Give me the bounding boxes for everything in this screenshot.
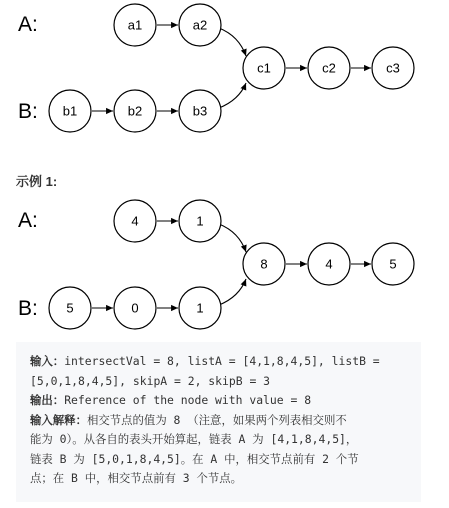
node-a1 [114, 4, 156, 46]
explain-line-1 [30, 411, 411, 431]
input-line-2: [5,0,1,8,4,5], skipA = 2, skipB = 3 [30, 373, 271, 388]
svg-text:0: 0 [131, 300, 139, 316]
svg-text:4: 4 [131, 213, 139, 229]
node-b-1 [179, 287, 221, 329]
input-label: 输入： [30, 354, 65, 368]
svg-text:8: 8 [260, 256, 268, 272]
edge-1-8 [219, 224, 246, 252]
svg-text:5: 5 [66, 300, 74, 316]
node-c1 [243, 47, 285, 89]
node-b-0 [114, 287, 156, 329]
svg-text:4: 4 [325, 256, 333, 272]
node-c2 [308, 47, 350, 89]
explain-line-4: 点；在 B 中，相交节点前有 3 个节点。 [30, 471, 243, 485]
svg-text:c1: c1 [257, 60, 271, 76]
node-b3 [179, 90, 221, 132]
example-code-block [16, 342, 421, 502]
explain-text-1: 相交节点的值为 8 （注意，如果两个列表相交则不 [86, 412, 347, 427]
node-c-8 [243, 243, 285, 285]
explain-line-3: 链表 B 为 [5,0,1,8,4,5]。在 A 中，相交节点前有 2 个节 [30, 451, 359, 466]
input-line-1 [30, 352, 411, 372]
list-b-label: B: [18, 100, 38, 123]
svg-text:5: 5 [389, 256, 397, 272]
node-b-5 [49, 287, 91, 329]
node-a-4 [114, 200, 156, 242]
list-a-label: A: [18, 13, 38, 36]
svg-text:c2: c2 [322, 60, 336, 76]
svg-text:a2: a2 [192, 17, 208, 33]
output-label: 输出： [30, 393, 65, 407]
svg-text:a1: a1 [127, 17, 143, 33]
output-text: Reference of the node with value = 8 [64, 393, 312, 407]
svg-text:b1: b1 [62, 103, 78, 119]
output-line [30, 391, 411, 411]
node-c-4 [308, 243, 350, 285]
input-text-1: intersectVal = 8, listA = [4,1,8,4,5], listB = [64, 354, 380, 368]
example-title: 示例 1: [16, 174, 58, 189]
explain-label: 输入解释： [30, 412, 87, 427]
svg-text:1: 1 [196, 213, 204, 229]
list-a-label: A: [18, 209, 38, 232]
list-b-label: B: [18, 297, 38, 320]
node-a-1 [179, 200, 221, 242]
svg-text:b3: b3 [192, 103, 208, 119]
edge-1b-8 [219, 279, 246, 305]
diagram-1 [18, 4, 414, 132]
edge-a2-c1 [219, 28, 246, 56]
node-c3 [372, 47, 414, 89]
svg-text:c3: c3 [386, 60, 400, 76]
explain-line-2: 能为 0）。从各自的表头开始算起，链表 A 为 [4,1,8,4,5]， [30, 432, 358, 446]
node-c-5 [372, 243, 414, 285]
diagram-2 [18, 200, 414, 329]
node-b2 [114, 90, 156, 132]
svg-text:1: 1 [196, 300, 204, 316]
svg-text:b2: b2 [127, 103, 143, 119]
node-b1 [49, 90, 91, 132]
edge-b3-c1 [219, 83, 246, 108]
node-a2 [179, 4, 221, 46]
